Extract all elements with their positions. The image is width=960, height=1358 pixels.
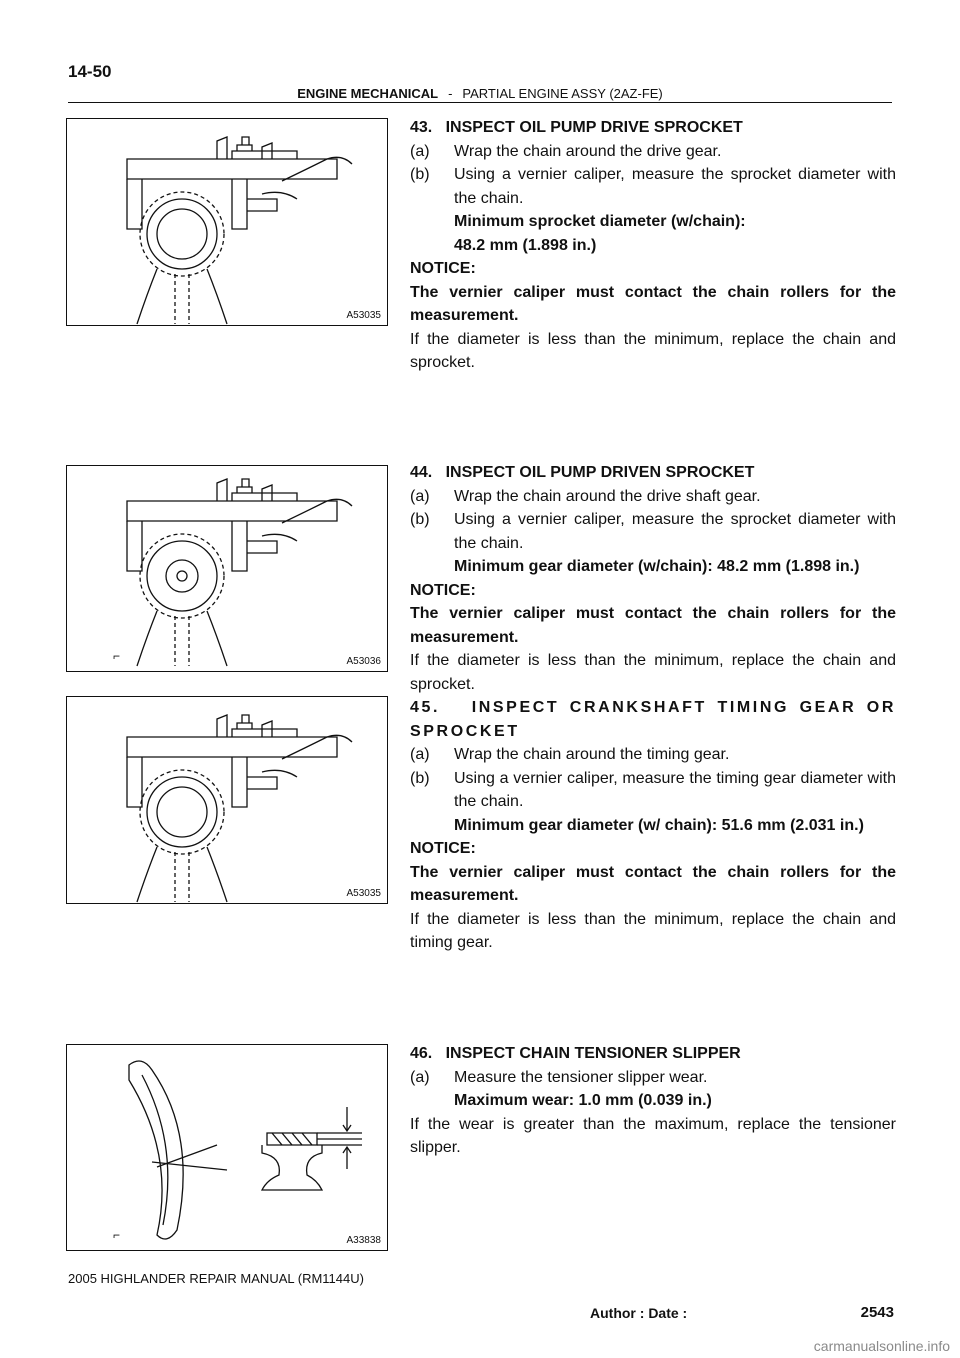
manual-title: 2005 HIGHLANDER REPAIR MANUAL (RM1144U) bbox=[68, 1271, 364, 1286]
spec-text: Minimum gear diameter (w/ chain): 51.6 mm (2.031 in.) bbox=[454, 816, 864, 834]
notice-label: NOTICE: bbox=[410, 840, 476, 857]
figure-code: A53035 bbox=[346, 310, 381, 321]
substep-text: Wrap the chain around the drive gear. bbox=[454, 142, 722, 160]
slipper-illustration bbox=[67, 1045, 389, 1252]
substep-text: Measure the tensioner slipper wear. bbox=[454, 1068, 708, 1086]
step-heading: 44. INSPECT OIL PUMP DRIVEN SPROCKET bbox=[410, 464, 755, 481]
substep-b bbox=[410, 508, 896, 555]
notice-text: The vernier caliper must contact the chain rollers for the measurement. bbox=[410, 283, 896, 324]
figure-code: A53035 bbox=[346, 888, 381, 899]
spec-text: Maximum wear: 1.0 mm (0.039 in.) bbox=[454, 1092, 712, 1109]
substep-b bbox=[410, 767, 896, 814]
step-heading: 46. INSPECT CHAIN TENSIONER SLIPPER bbox=[410, 1045, 741, 1062]
watermark: carmanualsonline.info bbox=[813, 1338, 950, 1354]
substep-label: (b) bbox=[410, 166, 430, 183]
result-text: If the diameter is less than the minimum, replace the chain and timing gear. bbox=[410, 910, 896, 951]
header-subsection: PARTIAL ENGINE ASSY (2AZ-FE) bbox=[462, 86, 663, 101]
notice-label: NOTICE: bbox=[410, 260, 476, 277]
header-section: ENGINE MECHANICAL bbox=[297, 86, 439, 101]
notice-text: The vernier caliper must contact the chain rollers for the measurement. bbox=[410, 605, 896, 646]
substep-text: Wrap the chain around the drive shaft gear. bbox=[454, 487, 761, 505]
step-heading bbox=[410, 696, 896, 743]
notice-text: The vernier caliper must contact the chain rollers for the measurement. bbox=[410, 863, 896, 904]
footer-page-number: 2543 bbox=[860, 1304, 894, 1321]
substep-label: (a) bbox=[410, 1068, 430, 1086]
substep-a bbox=[410, 140, 896, 164]
figure-caliper-crankshaft-gear bbox=[66, 696, 388, 904]
header-rule bbox=[68, 102, 892, 103]
substep-text: Wrap the chain around the timing gear. bbox=[454, 746, 730, 763]
substep-label: (b) bbox=[410, 511, 430, 528]
spec-value: 48.2 mm (1.898 in.) bbox=[454, 236, 597, 254]
substep-a bbox=[410, 485, 896, 509]
caliper-illustration bbox=[67, 466, 389, 673]
author-date: Author : Date : bbox=[590, 1305, 688, 1321]
figure-tensioner-slipper bbox=[66, 1044, 388, 1251]
substep-a bbox=[410, 1066, 896, 1090]
notice-label: NOTICE: bbox=[410, 581, 476, 599]
substep-text: Using a vernier caliper, measure the timing gear diameter with the chain. bbox=[454, 769, 896, 810]
page-header bbox=[0, 86, 960, 101]
substep-label: (a) bbox=[410, 487, 430, 505]
figure-mark: ⌐ bbox=[113, 1228, 121, 1242]
figure-mark: ⌐ bbox=[113, 649, 121, 663]
step-heading-text: 45. INSPECT CRANKSHAFT TIMING GEAR OR SPROCKET bbox=[410, 699, 896, 740]
caliper-illustration bbox=[67, 697, 389, 905]
step-45 bbox=[410, 696, 896, 955]
figure-caliper-drive-sprocket bbox=[66, 118, 388, 326]
substep-text: Using a vernier caliper, measure the sprocket diameter with the chain. bbox=[454, 511, 896, 552]
step-43 bbox=[410, 116, 896, 375]
page-number: 14-50 bbox=[68, 62, 112, 81]
header-separator: - bbox=[448, 86, 453, 101]
figure-code: A33838 bbox=[346, 1235, 381, 1246]
substep-label: (a) bbox=[410, 142, 430, 160]
substep-text: Using a vernier caliper, measure the sprocket diameter with the chain. bbox=[454, 166, 896, 207]
result-text: If the diameter is less than the minimum, replace the chain and sprocket. bbox=[410, 652, 896, 693]
substep-b bbox=[410, 163, 896, 210]
step-heading: 43. INSPECT OIL PUMP DRIVE SPROCKET bbox=[410, 119, 743, 136]
figure-caliper-driven-sprocket bbox=[66, 465, 388, 672]
spec-label: Minimum sprocket diameter (w/chain): bbox=[454, 213, 746, 230]
figure-code: A53036 bbox=[346, 656, 381, 667]
result-text: If the diameter is less than the minimum, replace the chain and sprocket. bbox=[410, 330, 896, 371]
substep-a bbox=[410, 743, 896, 767]
substep-label: (a) bbox=[410, 746, 430, 763]
result-text: If the wear is greater than the maximum, replace the tensioner slipper. bbox=[410, 1115, 896, 1156]
caliper-illustration bbox=[67, 119, 389, 327]
step-46 bbox=[410, 1042, 896, 1160]
spec-text: Minimum gear diameter (w/chain): 48.2 mm (1.898 in.) bbox=[454, 558, 860, 575]
substep-label: (b) bbox=[410, 769, 430, 787]
step-44 bbox=[410, 461, 896, 696]
